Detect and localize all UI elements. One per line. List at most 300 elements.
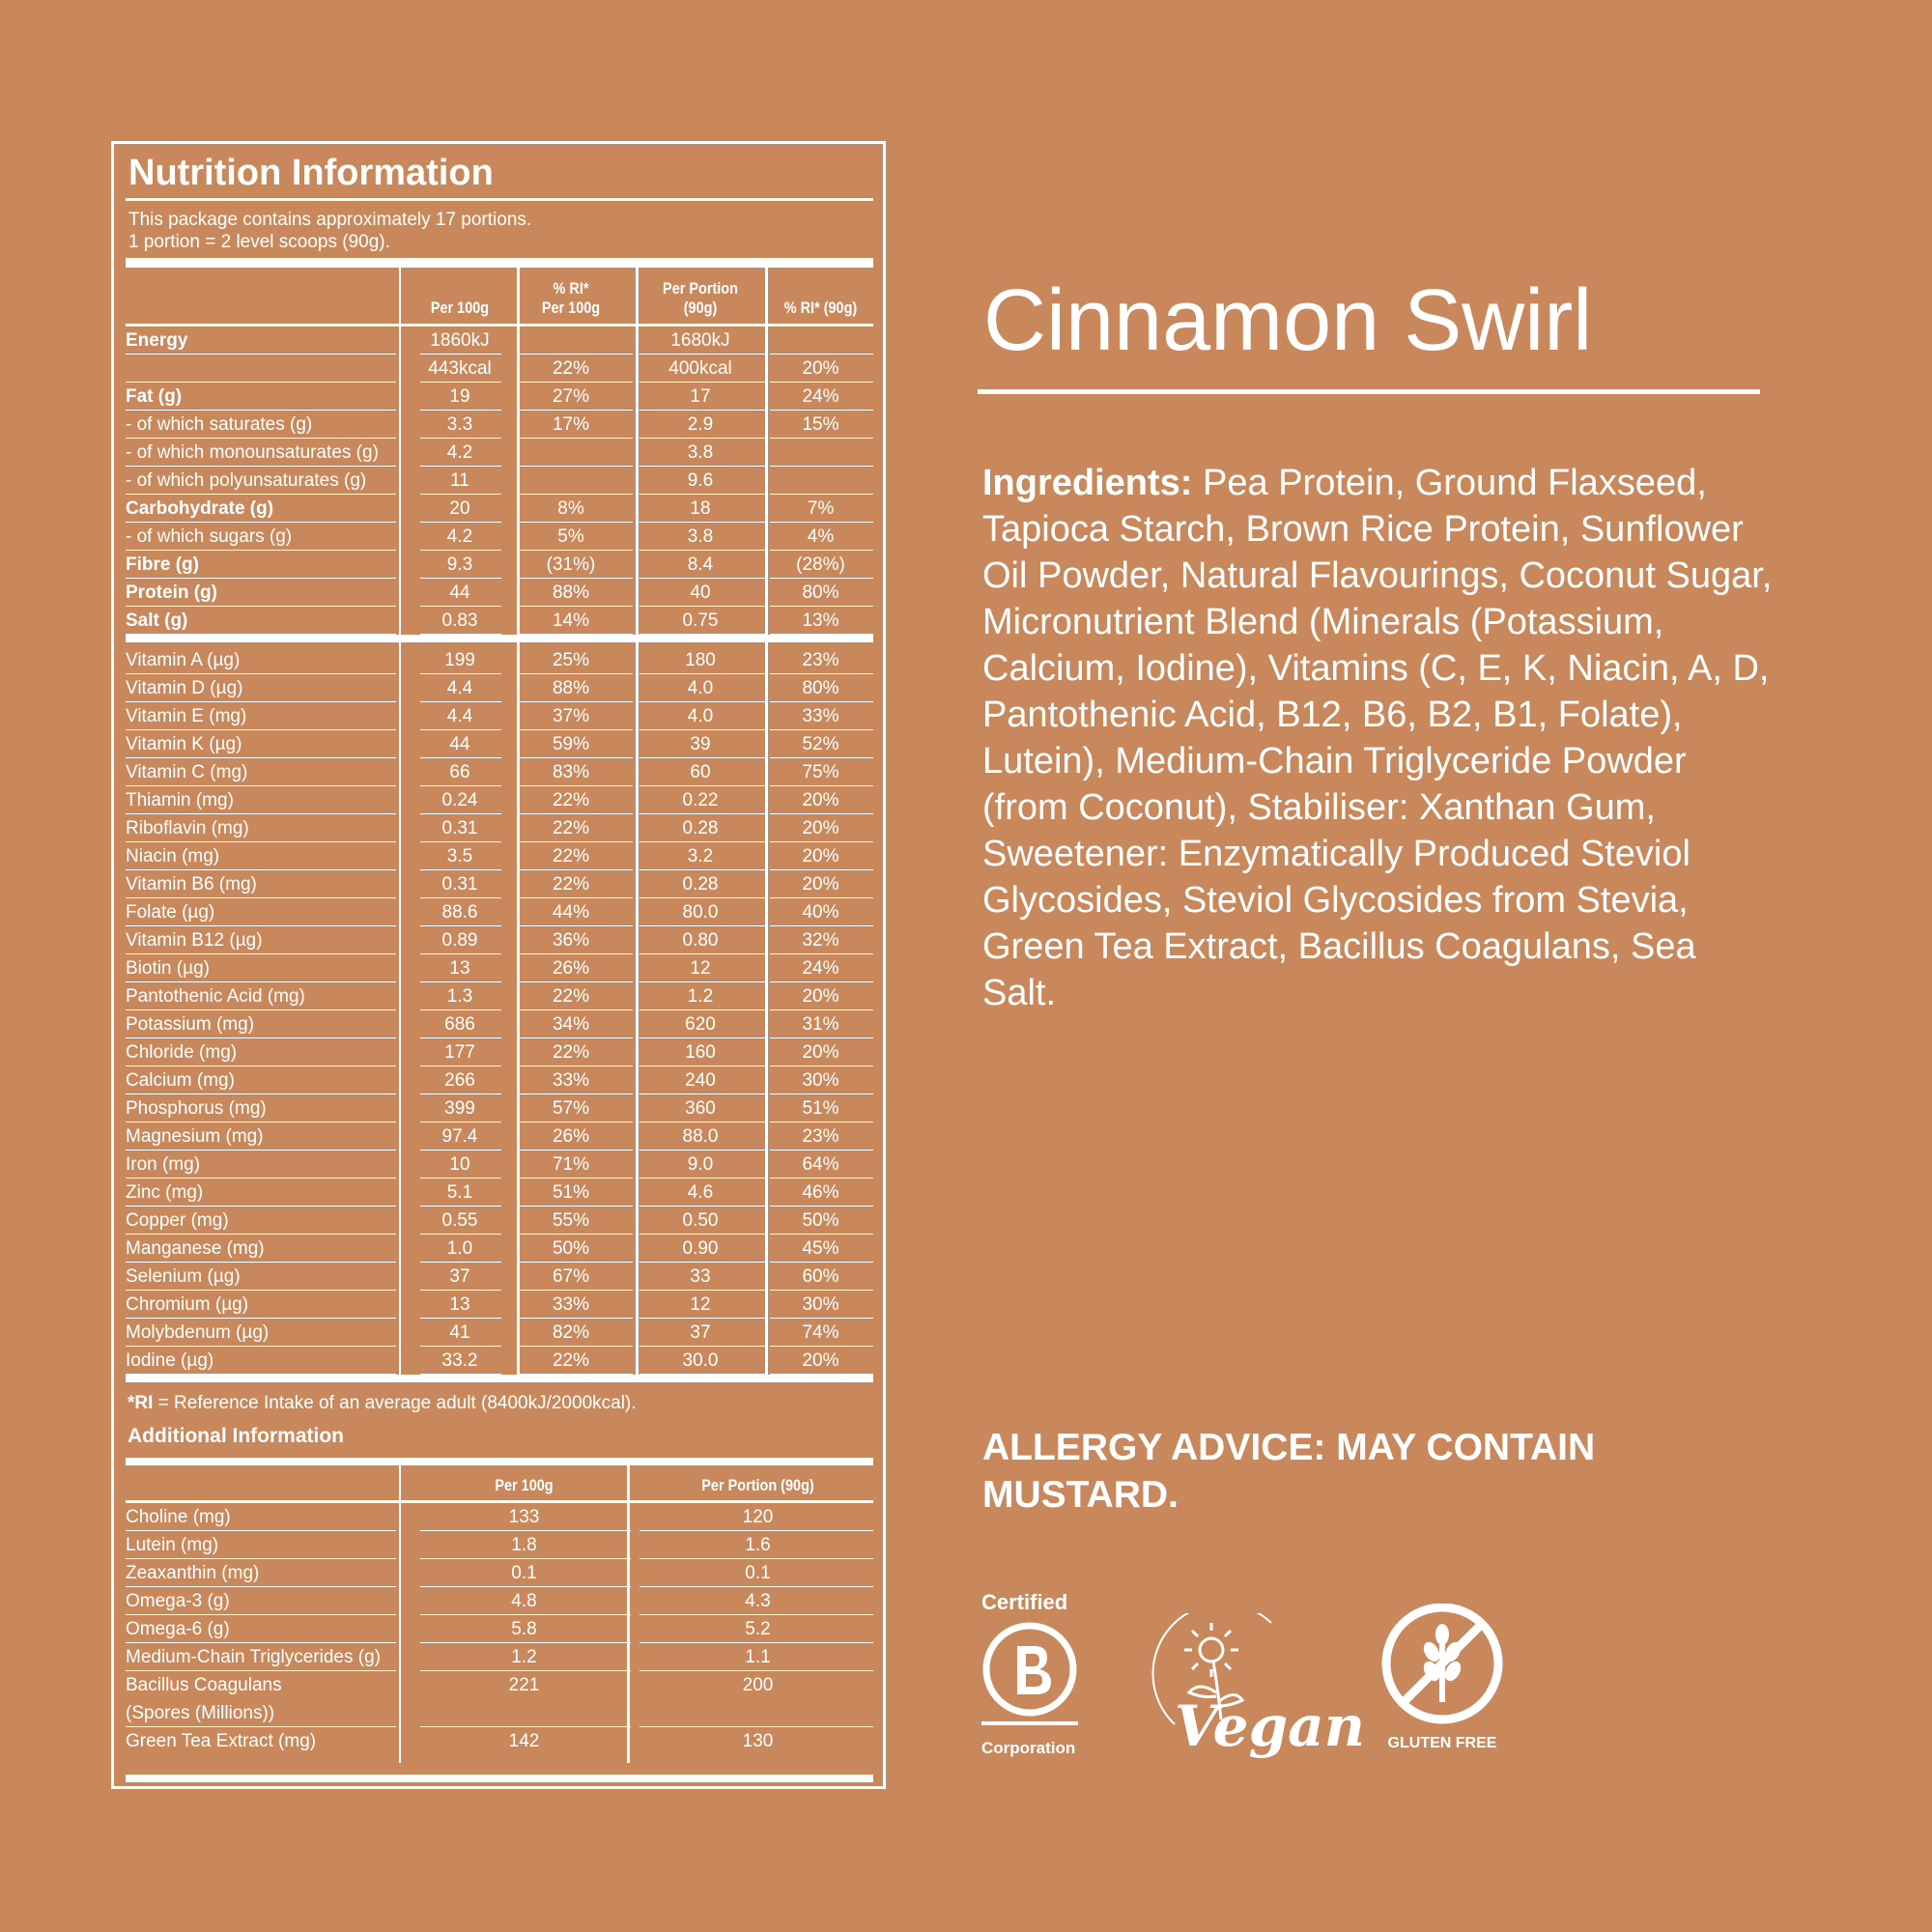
ri-portion-value: 23% xyxy=(802,1126,839,1147)
row-rule xyxy=(420,1374,501,1375)
table-row xyxy=(126,702,873,730)
table-row xyxy=(126,758,873,786)
ri100-value: 55% xyxy=(552,1210,590,1231)
nutrient-label: Thiamin (mg) xyxy=(126,790,234,810)
per100-value: 399 xyxy=(444,1098,475,1119)
nutrient-label: Carbohydrate (g) xyxy=(126,498,274,519)
ri100-value: 17% xyxy=(552,414,590,435)
ri-portion-value: 51% xyxy=(802,1098,839,1119)
table-row xyxy=(126,1179,873,1207)
table-row xyxy=(126,495,873,523)
per100-value: 0.24 xyxy=(441,790,478,810)
per100-value: 44 xyxy=(449,582,470,603)
ri-portion-value: 64% xyxy=(802,1154,839,1175)
column-separator xyxy=(517,268,520,1375)
per100-value: 686 xyxy=(444,1014,475,1035)
ri-portion-value: 60% xyxy=(802,1266,839,1287)
portion-value: 33 xyxy=(690,1266,711,1287)
portion-value: 4.0 xyxy=(687,678,714,698)
nutrient-label: Fat (g) xyxy=(126,386,183,407)
nutrient-label: Manganese (mg) xyxy=(126,1238,265,1259)
per100-value: 13 xyxy=(449,1294,470,1315)
ri-portion-value: 75% xyxy=(802,762,839,782)
ri-portion-value: 15% xyxy=(802,414,839,435)
ri-portion-value: 20% xyxy=(802,1042,839,1063)
column-separator xyxy=(636,268,639,1375)
table-row xyxy=(126,1615,873,1643)
row-rule xyxy=(126,1374,396,1375)
nutrition-table xyxy=(126,268,873,1375)
ri100-value: (31%) xyxy=(546,554,596,575)
ri100-value: 27% xyxy=(552,386,590,407)
per100-value: 1860kJ xyxy=(430,330,490,351)
additional-label: Omega-3 (g) xyxy=(126,1591,230,1611)
table-row xyxy=(126,551,873,579)
additional-portion-value: 200 xyxy=(742,1675,774,1695)
nutrient-label: Energy xyxy=(126,330,188,351)
per100-value: 0.89 xyxy=(441,930,478,951)
ri100-value: 34% xyxy=(552,1014,590,1035)
portion-value: 37 xyxy=(690,1322,711,1343)
portion-value: 3.8 xyxy=(687,526,714,547)
ri-portion-value: 74% xyxy=(802,1322,839,1343)
nutrient-label: Calcium (mg) xyxy=(126,1070,235,1091)
additional-rows xyxy=(126,1503,873,1755)
nutrient-label: - of which monounsaturates (g) xyxy=(126,442,379,463)
ri100-value: 22% xyxy=(552,1350,590,1371)
col-header-ri100-line1: % RI* xyxy=(553,279,589,298)
additional-table xyxy=(126,1465,873,1755)
nutrient-label: Biotin (µg) xyxy=(126,958,210,979)
table-row xyxy=(126,355,873,383)
portion-value: 0.50 xyxy=(682,1210,719,1231)
ri-portion-value: 7% xyxy=(807,498,835,519)
table-row xyxy=(126,814,873,842)
ri-portion-value: 20% xyxy=(802,1350,839,1371)
per100-value: 5.1 xyxy=(446,1182,473,1203)
table-row xyxy=(126,327,873,355)
ri100-value: 83% xyxy=(552,762,590,782)
ri100-value: 26% xyxy=(552,958,590,979)
table-row xyxy=(126,1122,873,1151)
portion-value: 160 xyxy=(685,1042,716,1063)
additional-per100-value: 4.8 xyxy=(511,1591,537,1611)
row-rule xyxy=(126,634,396,635)
per100-value: 19 xyxy=(449,386,470,407)
ri-portion-value: 80% xyxy=(802,582,839,603)
ri100-value: 88% xyxy=(552,582,590,603)
ri100-value: 50% xyxy=(552,1238,590,1259)
bcorp-certified-label: Certified xyxy=(981,1590,1068,1614)
per100-value: 44 xyxy=(449,734,470,754)
table-row xyxy=(126,646,873,674)
macro-rows xyxy=(126,327,873,635)
portion-value: 620 xyxy=(685,1014,716,1035)
additional-per100-value: 0.1 xyxy=(511,1563,537,1583)
per100-value: 4.2 xyxy=(446,526,473,547)
nutrition-title: Nutrition Information xyxy=(126,144,873,201)
portion-value: 1680kJ xyxy=(670,330,730,351)
table-row xyxy=(126,1531,873,1559)
nutrient-label: - of which sugars (g) xyxy=(126,526,293,547)
portion-value: 4.0 xyxy=(687,706,714,726)
per100-value: 177 xyxy=(444,1042,475,1063)
nutrient-label: Zinc (mg) xyxy=(126,1182,204,1203)
table-row xyxy=(126,1587,873,1615)
ri100-value: 22% xyxy=(552,986,590,1007)
ri100-value: 22% xyxy=(552,1042,590,1063)
table-row xyxy=(126,1671,873,1699)
nutrient-label: Chromium (µg) xyxy=(126,1294,249,1315)
per100-value: 0.31 xyxy=(441,818,478,838)
nutrient-label: Phosphorus (mg) xyxy=(126,1098,267,1119)
table-row xyxy=(126,1038,873,1066)
table-row xyxy=(126,523,873,551)
ri100-value: 37% xyxy=(552,706,590,726)
ri-footnote-marker: *RI xyxy=(128,1393,154,1413)
ri-portion-value: 13% xyxy=(802,611,839,631)
per100-value: 0.31 xyxy=(441,874,478,895)
col-header-portion-line1: Per Portion xyxy=(663,279,738,298)
table-row xyxy=(126,607,873,635)
ri100-value: 57% xyxy=(552,1098,590,1119)
per100-value: 88.6 xyxy=(441,902,478,923)
ri100-value: 25% xyxy=(552,650,590,670)
vegan-badge xyxy=(1146,1613,1365,1768)
ri-portion-value: 32% xyxy=(802,930,839,951)
additional-portion-value: 0.1 xyxy=(745,1563,771,1583)
portion-value: 17 xyxy=(690,386,711,407)
per100-value: 4.4 xyxy=(446,678,473,698)
additional-label: Bacillus Coagulans xyxy=(126,1675,282,1695)
table-row xyxy=(126,1263,873,1291)
ri-portion-value: 23% xyxy=(802,650,839,670)
portion-value: 0.90 xyxy=(682,1238,719,1259)
vegan-label: Vegan xyxy=(1175,1693,1365,1759)
table-row xyxy=(126,786,873,814)
table-row xyxy=(126,982,873,1010)
per100-value: 4.2 xyxy=(446,442,473,463)
micro-rows xyxy=(126,642,873,1375)
table-row xyxy=(126,674,873,702)
per100-value: 3.5 xyxy=(446,846,473,867)
divider-bar xyxy=(126,1375,873,1382)
nutrient-label: Protein (g) xyxy=(126,582,217,603)
per100-value: 1.0 xyxy=(446,1238,473,1259)
per100-value: 266 xyxy=(444,1070,475,1091)
ri-portion-value: 46% xyxy=(802,1182,839,1203)
additional-label: (Spores (Millions)) xyxy=(126,1703,275,1723)
per100-value: 3.3 xyxy=(446,414,473,435)
column-separator xyxy=(765,268,768,1375)
row-rule xyxy=(420,634,501,635)
portion-value: 360 xyxy=(685,1098,716,1119)
ri-portion-value: 24% xyxy=(802,958,839,979)
table-row xyxy=(126,1727,873,1755)
per100-value: 13 xyxy=(449,958,470,979)
nutrient-label: Magnesium (mg) xyxy=(126,1126,264,1147)
ri100-value: 82% xyxy=(552,1322,590,1343)
ri100-value: 59% xyxy=(552,734,590,754)
ri-portion-value: 80% xyxy=(802,678,839,698)
table-row xyxy=(126,439,873,467)
ri100-value: 67% xyxy=(552,1266,590,1287)
ri-portion-value: 20% xyxy=(802,790,839,810)
ri100-value: 33% xyxy=(552,1294,590,1315)
gluten-free-label: GLUTEN FREE xyxy=(1387,1735,1497,1751)
additional-portion-value: 5.2 xyxy=(745,1619,771,1639)
per100-value: 97.4 xyxy=(441,1126,478,1147)
table-row xyxy=(126,1643,873,1671)
additional-portion-value: 1.6 xyxy=(745,1535,771,1555)
ri-portion-value: 20% xyxy=(802,818,839,838)
table-header xyxy=(126,268,873,327)
table-row xyxy=(126,1094,873,1122)
ri-portion-value: 50% xyxy=(802,1210,839,1231)
table-row xyxy=(126,579,873,607)
ri100-value: 71% xyxy=(552,1154,590,1175)
ri100-value: 22% xyxy=(552,358,590,379)
additional-per100-value: 5.8 xyxy=(511,1619,537,1639)
column-separator xyxy=(399,268,401,1375)
portion-value: 80.0 xyxy=(682,902,719,923)
table-row xyxy=(126,1291,873,1319)
ri-footnote xyxy=(126,1390,873,1417)
nutrient-label: Vitamin B6 (mg) xyxy=(126,874,257,895)
table-row xyxy=(126,1347,873,1375)
additional-label: Lutein (mg) xyxy=(126,1535,219,1555)
ri100-value: 33% xyxy=(552,1070,590,1091)
ri-portion-value: 45% xyxy=(802,1238,839,1259)
per100-value: 4.4 xyxy=(446,706,473,726)
col-header-portion-line2: (90g) xyxy=(683,298,718,317)
portion-value: 9.6 xyxy=(687,470,714,491)
portion-value: 88.0 xyxy=(682,1126,719,1147)
ri100-value: 22% xyxy=(552,790,590,810)
nutrient-label: Fibre (g) xyxy=(126,554,199,575)
portion-value: 12 xyxy=(690,1294,711,1315)
portion-value: 8.4 xyxy=(687,554,714,575)
row-rule xyxy=(639,1374,765,1375)
additional-per100-value: 142 xyxy=(508,1731,540,1751)
additional-table-header xyxy=(126,1465,873,1503)
ri-portion-value: (28%) xyxy=(796,554,845,575)
nutrient-label: Pantothenic Acid (mg) xyxy=(126,986,305,1007)
table-row xyxy=(126,926,873,954)
table-row xyxy=(126,1066,873,1094)
nutrient-label: Riboflavin (mg) xyxy=(126,818,249,838)
nutrient-label: Iodine (µg) xyxy=(126,1350,214,1371)
portion-value: 40 xyxy=(690,582,711,603)
row-rule xyxy=(770,1374,873,1375)
bcorp-logo-icon xyxy=(981,1621,1088,1727)
nutrition-panel xyxy=(111,141,886,1789)
ri-portion-value: 52% xyxy=(802,734,839,754)
nutrient-label: Salt (g) xyxy=(126,611,188,631)
additional-portion-value: 1.1 xyxy=(745,1647,771,1667)
nutrient-label: Iron (mg) xyxy=(126,1154,201,1175)
per100-value: 33.2 xyxy=(441,1350,478,1371)
ri-portion-value: 4% xyxy=(807,526,835,547)
nutrient-label: Selenium (µg) xyxy=(126,1266,241,1287)
portion-value: 12 xyxy=(690,958,711,979)
table-row xyxy=(126,898,873,926)
per100-value: 10 xyxy=(449,1154,470,1175)
table-row xyxy=(126,1319,873,1347)
ri-portion-value: 33% xyxy=(802,706,839,726)
nutrient-label: Niacin (mg) xyxy=(126,846,220,867)
per100-value: 11 xyxy=(450,470,469,491)
additional-per100-value: 133 xyxy=(508,1507,540,1527)
additional-label: Green Tea Extract (mg) xyxy=(126,1731,317,1751)
row-rule xyxy=(770,634,873,635)
per100-value: 37 xyxy=(449,1266,470,1287)
ri100-value: 14% xyxy=(552,611,590,631)
title-underline xyxy=(978,389,1760,394)
portion-value: 39 xyxy=(690,734,711,754)
portion-value: 3.2 xyxy=(687,846,714,867)
portion-value: 0.22 xyxy=(682,790,719,810)
ri100-value: 22% xyxy=(552,818,590,838)
per100-value: 0.55 xyxy=(441,1210,478,1231)
table-row xyxy=(126,411,873,439)
ingredients-list: Pea Protein, Ground Flaxseed, Tapioca Starch, Brown Rice Protein, Sunflower Oil Powder, Natural Flavourings, Coconut Sugar, Micronutrient Blend (Minerals (Potassium, Calcium, Iodine), Vitamins (C, E, K, Niacin, A, D, Pantothenic Acid, B12, B6, B2, B1, Folate), Lutein), Medium-Chain Triglyceride Powder (from Coconut), Stabiliser: Xanthan Gum, Sweetener: Enzymatically Produced Steviol Glycosides, Steviol Glycosides from Stevia, Green Tea Extract, Bacillus Coagulans, Sea Salt. xyxy=(982,463,1773,1013)
portion-value: 60 xyxy=(690,762,711,782)
ri100-value: 36% xyxy=(552,930,590,951)
ri-portion-value: 30% xyxy=(802,1070,839,1091)
ri-portion-value: 30% xyxy=(802,1294,839,1315)
portion-value: 1.2 xyxy=(687,986,714,1007)
portion-value: 4.6 xyxy=(687,1182,714,1203)
portion-value: 180 xyxy=(685,650,716,670)
col-header-ri100-line2: Per 100g xyxy=(541,298,601,317)
ri100-value: 51% xyxy=(552,1182,590,1203)
per100-value: 443kcal xyxy=(428,358,492,379)
col-header-per100: Per 100g xyxy=(430,298,490,317)
additional-label: Choline (mg) xyxy=(126,1507,231,1527)
col-header-ri-portion: % RI* (90g) xyxy=(783,298,858,317)
ri100-value: 5% xyxy=(557,526,584,547)
additional-info-title: Additional Information xyxy=(128,1425,344,1447)
ri100-value: 88% xyxy=(552,678,590,698)
ri100-value: 44% xyxy=(552,902,590,923)
nutrient-label: - of which polyunsaturates (g) xyxy=(126,470,367,491)
table-row xyxy=(126,467,873,495)
nutrient-label: Chloride (mg) xyxy=(126,1042,238,1063)
ri100-value: 26% xyxy=(552,1126,590,1147)
additional-per100-value: 1.2 xyxy=(511,1647,537,1667)
additional-portion-value: 130 xyxy=(742,1731,774,1751)
ri-portion-value: 20% xyxy=(802,986,839,1007)
table-row xyxy=(126,870,873,898)
additional-label: Omega-6 (g) xyxy=(126,1619,230,1639)
divider-bar xyxy=(126,1775,873,1782)
table-row xyxy=(126,1503,873,1531)
portion-value: 2.9 xyxy=(687,414,714,435)
table-row xyxy=(126,1559,873,1587)
portions-info xyxy=(126,201,873,258)
table-row xyxy=(126,1699,873,1727)
col-header-ri100 xyxy=(521,279,621,318)
ingredients-text xyxy=(982,460,1775,1016)
table-row xyxy=(126,730,873,758)
divider-bar xyxy=(126,635,873,642)
portion-value: 0.28 xyxy=(682,818,719,838)
portion-value: 18 xyxy=(690,498,711,519)
gluten-free-badge xyxy=(1378,1604,1513,1758)
portion-value: 0.28 xyxy=(682,874,719,895)
per100-value: 66 xyxy=(449,762,470,782)
portion-value: 30.0 xyxy=(682,1350,719,1371)
per100-value: 20 xyxy=(449,498,470,519)
nutrient-label: Potassium (mg) xyxy=(126,1014,255,1035)
column-separator xyxy=(399,1465,401,1763)
gluten-free-icon xyxy=(1379,1604,1505,1729)
table-row xyxy=(126,842,873,870)
portion-value: 0.80 xyxy=(682,930,719,951)
additional-portion-value: 4.3 xyxy=(745,1591,771,1611)
portion-value: 400kcal xyxy=(668,358,732,379)
nutrient-label: - of which saturates (g) xyxy=(126,414,313,435)
bcorp-corporation-label: Corporation xyxy=(981,1739,1076,1757)
product-title: Cinnamon Swirl xyxy=(983,272,1593,369)
additional-portion-value: 120 xyxy=(742,1507,774,1527)
portion-value: 9.0 xyxy=(687,1154,714,1175)
ri-portion-value: 20% xyxy=(802,874,839,895)
nutrient-label: Vitamin C (mg) xyxy=(126,762,248,782)
portion-value: 3.8 xyxy=(687,442,714,463)
ingredients-label: Ingredients: xyxy=(982,463,1193,503)
per100-value: 41 xyxy=(449,1322,470,1343)
ri-footnote-text: = Reference Intake of an average adult (8400kJ/2000kcal). xyxy=(153,1393,637,1413)
nutrient-label: Folate (µg) xyxy=(126,902,215,923)
divider-bar xyxy=(126,1458,873,1465)
allergy-advice: ALLERGY ADVICE: MAY CONTAIN MUSTARD. xyxy=(982,1427,1596,1516)
nutrient-label: Vitamin E (mg) xyxy=(126,706,247,726)
table-row xyxy=(126,1151,873,1179)
per100-value: 199 xyxy=(444,650,475,670)
per100-value: 9.3 xyxy=(446,554,473,575)
column-separator xyxy=(627,1465,630,1763)
additional-per100-value: 1.8 xyxy=(511,1535,537,1555)
ri-portion-value: 40% xyxy=(802,902,839,923)
row-rule xyxy=(517,1374,633,1375)
ri-portion-value: 31% xyxy=(802,1014,839,1035)
portion-value: 240 xyxy=(685,1070,716,1091)
table-row xyxy=(126,1235,873,1263)
nutrient-label: Vitamin A (µg) xyxy=(126,650,241,670)
portion-value: 0.75 xyxy=(682,611,719,631)
table-row xyxy=(126,383,873,411)
ri-portion-value: 24% xyxy=(802,386,839,407)
ri-portion-value: 20% xyxy=(802,358,839,379)
bcorp-badge xyxy=(981,1590,1097,1764)
nutrient-label: Vitamin D (µg) xyxy=(126,678,243,698)
nutrient-label: Vitamin B12 (µg) xyxy=(126,930,263,951)
nutrient-label: Molybdenum (µg) xyxy=(126,1322,270,1343)
nutrient-label: Copper (mg) xyxy=(126,1210,229,1231)
additional-label: Medium-Chain Triglycerides (g) xyxy=(126,1647,381,1667)
ri-portion-value: 20% xyxy=(802,846,839,867)
nutrient-label: Vitamin K (µg) xyxy=(126,734,242,754)
divider-bar xyxy=(126,258,873,268)
per100-value: 1.3 xyxy=(446,986,473,1007)
col-header-portion xyxy=(647,279,754,318)
additional-per100-value: 221 xyxy=(508,1675,540,1695)
ri100-value: 22% xyxy=(552,846,590,867)
portion-size: 1 portion = 2 level scoops (90g). xyxy=(128,232,390,252)
row-rule xyxy=(639,634,765,635)
